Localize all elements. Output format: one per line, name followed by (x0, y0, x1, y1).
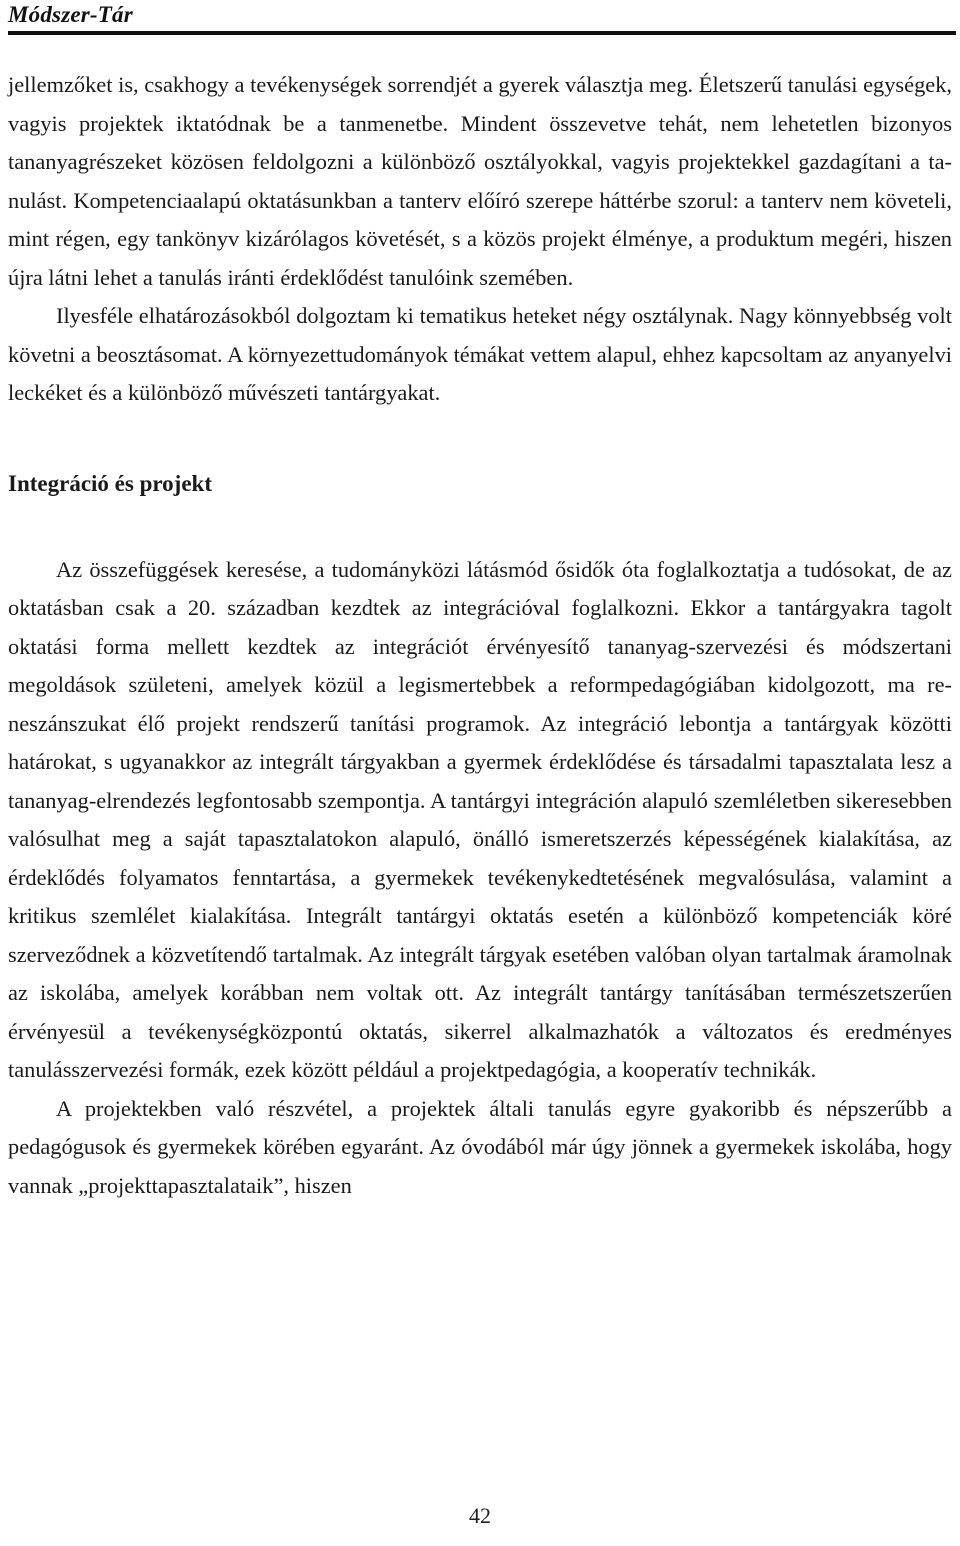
section-heading: Integráció és projekt (8, 470, 212, 496)
section-continuation (8, 66, 952, 413)
page-header (8, 0, 956, 36)
body-paragraph: Az összefüggések keresése, a tudományközi látásmód ősidők óta foglalkoztatja a tudósokat, de az oktatásban csak a 20. században kezdtek az integrációval foglalkozni. Ekkor a tantárgyakra tagolt oktatási forma mellett kezdtek az integrációt érvényesítő tananyag-szervezési és módszertani megoldások születeni, amelyek közül a legismertebbek a reformpedagógiában kidolgozott, ma reneszánszukat élő projekt rendszerű tanítási programok. Az integráció lebontja a tantárgyak közötti határokat, s ugyanakkor az integrált tárgyakban a gyermek érdeklődése és társadalmi tapasztalata lesz a tananyag-elrendezés legfontosabb szempontja. A tantárgyi integráción alapuló szemléletben sikeresebben valósulhat meg a saját tapasztalatokon alapuló, önálló ismeretszerzés képességének kialakítása, az érdeklődés folyamatos fenntartása, a gyermekek tevékenykedtetésének megvalósulása, valamint a kritikus szemlélet kialakítása. Integrált tantárgyi oktatás esetén a különböző kompetenciák köré szerveződnek a közvetítendő tartalmak. Az integrált tárgyak esetében valóban olyan tartalmak áramolnak az iskolába, amelyek korábban nem voltak ott. Az integrált tantárgy tanításában természetszerűen érvényesül a tevékenységközpontú oktatás, sikerrel alkalmazhatók a változatos és eredményes tanulásszervezési formák, ezek között például a projektpedagógia, a kooperatív technikák. (8, 556, 952, 1082)
header-rule (8, 31, 956, 35)
page-number: 42 (469, 1503, 491, 1528)
body-paragraph: A projektekben való részvétel, a projektek általi tanulás egyre gyakoribb és népszerűbb a pedagógusok és gyermekek körében egyaránt. Az óvodából már úgy jönnek a gyermekek iskolába, hogy vannak „projekttapasztalataik”, hiszen (8, 1095, 952, 1198)
page-content (8, 66, 952, 1205)
section-heading-wrapper (8, 465, 952, 503)
running-title: Módszer-Tár (8, 2, 133, 27)
body-paragraph: jellemzőket is, csakhogy a tevékenységek sorrendjét a gyerek választja meg. Életszerű tanulási egységek, vagyis projektek iktatódnak be a tanmenetbe. Mindent összevetve tehát, nem lehetetlen bizonyos tananyagrészeket közösen feldolgozni a különböző osztályokkal, vagyis projektekkel gazdagítani a tanulást. Kompetenciaalapú oktatásunkban a tanterv előíró szerepe háttérbe szorul: a tanterv nem követeli, mint régen, egy tankönyv kizárólagos követését, s a közös projekt élménye, a produktum megéri, hiszen újra látni lehet a tanulás iránti érdeklődést tanulóink szemében. (8, 72, 952, 290)
body-paragraph: Ilyesféle elhatározásokból dolgoztam ki tematikus heteket négy osztálynak. Nagy könnyebbség volt követni a beosztásomat. A környezettudományok témákat vettem alapul, ehhez kapcsoltam az anyanyelvi leckéket és a különböző művészeti tantárgyakat. (8, 303, 952, 405)
section-integration (8, 551, 952, 1206)
